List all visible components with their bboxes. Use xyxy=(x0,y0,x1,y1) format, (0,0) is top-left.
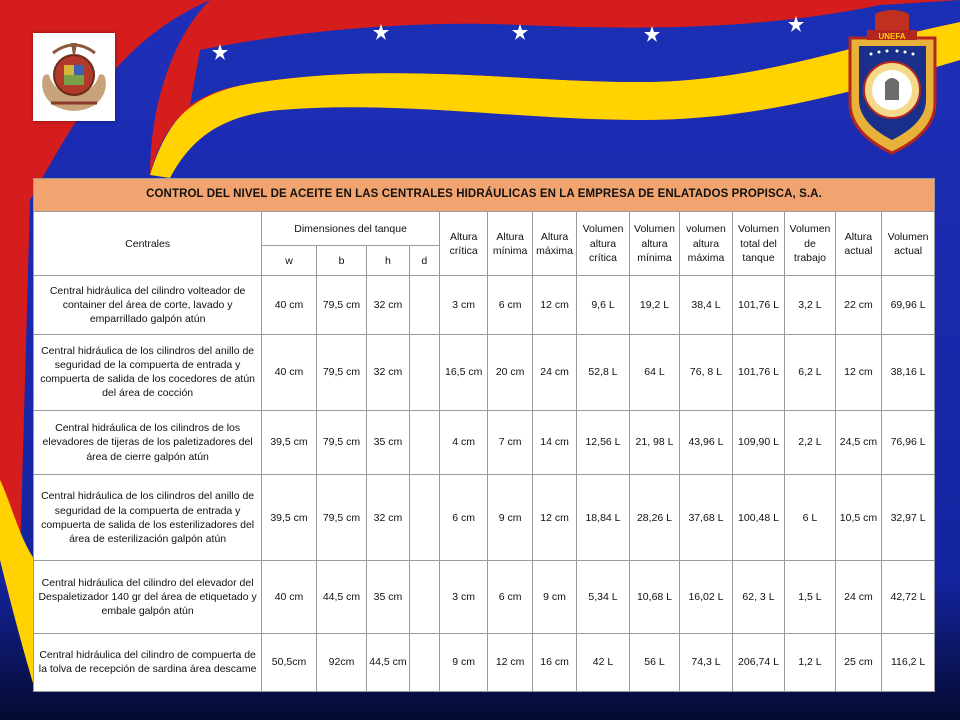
cell-d xyxy=(409,276,439,334)
cell-b: 79,5 cm xyxy=(316,334,366,410)
cell-w: 50,5cm xyxy=(262,633,317,691)
header-volumen-altura-critica: Volumen altura crítica xyxy=(577,212,630,276)
cell-b: 79,5 cm xyxy=(316,475,366,561)
table-row xyxy=(34,410,935,474)
cell-d xyxy=(409,633,439,691)
cell-central: Central hidráulica de los cilindros de los elevadores de tijeras de los paletizadores del área de cierre galpón atún xyxy=(34,410,262,474)
cell-h: 44,5 cm xyxy=(367,633,409,691)
institution-logo xyxy=(33,33,115,121)
cell-vamin: 28,26 L xyxy=(629,475,679,561)
cell-amin: 20 cm xyxy=(488,334,532,410)
cell-h: 35 cm xyxy=(367,410,409,474)
cell-vamax: 43,96 L xyxy=(680,410,733,474)
cell-central: Central hidráulica de los cilindros del anillo de seguridad de la compuerta de entrada y compuerta de salida de los esterilizadores del área de esterilización galpón atún xyxy=(34,475,262,561)
cell-d xyxy=(409,561,439,633)
cell-b: 44,5 cm xyxy=(316,561,366,633)
cell-vtr: 1,2 L xyxy=(785,633,835,691)
cell-amin: 6 cm xyxy=(488,276,532,334)
cell-vtr: 1,5 L xyxy=(785,561,835,633)
header-dimensiones: Dimensiones del tanque xyxy=(262,212,440,246)
header-volumen-actual: Volumen actual xyxy=(882,212,935,276)
cell-vt: 101,76 L xyxy=(732,334,785,410)
cell-aact: 24,5 cm xyxy=(835,410,881,474)
cell-w: 40 cm xyxy=(262,561,317,633)
cell-amin: 6 cm xyxy=(488,561,532,633)
cell-d xyxy=(409,334,439,410)
header-volumen-trabajo: Volumen de trabajo xyxy=(785,212,835,276)
cell-vt: 109,90 L xyxy=(732,410,785,474)
unefa-shield-icon xyxy=(845,8,940,158)
cell-amax: 14 cm xyxy=(532,410,576,474)
cell-vamin: 64 L xyxy=(629,334,679,410)
cell-central: Central hidráulica del cilindro de compuerta de la tolva de recepción de sardina área descame xyxy=(34,633,262,691)
cell-vac: 18,84 L xyxy=(577,475,630,561)
cell-amin: 12 cm xyxy=(488,633,532,691)
table-title: CONTROL DEL NIVEL DE ACEITE EN LAS CENTRALES HIDRÁULICAS EN LA EMPRESA DE ENLATADOS PROPISCA, S.A. xyxy=(34,179,935,212)
cell-vac: 5,34 L xyxy=(577,561,630,633)
cell-b: 79,5 cm xyxy=(316,276,366,334)
unefa-logo xyxy=(845,8,940,158)
table-row xyxy=(34,475,935,561)
cell-vac: 12,56 L xyxy=(577,410,630,474)
header-w: w xyxy=(262,246,317,276)
header-volumen-altura-maxima: volumen altura máxima xyxy=(680,212,733,276)
cell-d xyxy=(409,410,439,474)
cell-vt: 101,76 L xyxy=(732,276,785,334)
cell-vtr: 6,2 L xyxy=(785,334,835,410)
cell-vamax: 38,4 L xyxy=(680,276,733,334)
cell-vt: 100,48 L xyxy=(732,475,785,561)
cell-w: 40 cm xyxy=(262,334,317,410)
cell-aact: 10,5 cm xyxy=(835,475,881,561)
unefa-badge-text: UNEFA xyxy=(878,32,906,41)
cell-central: Central hidráulica de los cilindros del anillo de seguridad de la compuerta de entrada y compuerta de salida de los cocedores de atún del área de cocción xyxy=(34,334,262,410)
cell-vact: 38,16 L xyxy=(882,334,935,410)
cell-vac: 9,6 L xyxy=(577,276,630,334)
header-altura-critica: Altura crítica xyxy=(439,212,487,276)
cell-ac: 3 cm xyxy=(439,276,487,334)
cell-w: 39,5 cm xyxy=(262,410,317,474)
cell-ac: 9 cm xyxy=(439,633,487,691)
header-b: b xyxy=(316,246,366,276)
cell-h: 32 cm xyxy=(367,334,409,410)
header-altura-minima: Altura mínima xyxy=(488,212,532,276)
cell-vtr: 6 L xyxy=(785,475,835,561)
cell-aact: 22 cm xyxy=(835,276,881,334)
header-volumen-total: Volumen total del tanque xyxy=(732,212,785,276)
cell-amax: 16 cm xyxy=(532,633,576,691)
cell-vact: 76,96 L xyxy=(882,410,935,474)
cell-vamin: 19,2 L xyxy=(629,276,679,334)
table-body xyxy=(34,276,935,692)
header-centrales: Centrales xyxy=(34,212,262,276)
cell-vtr: 3,2 L xyxy=(785,276,835,334)
cell-vact: 42,72 L xyxy=(882,561,935,633)
cell-vamax: 74,3 L xyxy=(680,633,733,691)
cell-b: 79,5 cm xyxy=(316,410,366,474)
cell-vamax: 37,68 L xyxy=(680,475,733,561)
cell-ac: 4 cm xyxy=(439,410,487,474)
header-altura-maxima: Altura máxima xyxy=(532,212,576,276)
cell-amax: 24 cm xyxy=(532,334,576,410)
coat-of-arms-icon xyxy=(33,33,115,121)
cell-vamax: 16,02 L xyxy=(680,561,733,633)
header-d: d xyxy=(409,246,439,276)
cell-vamin: 10,68 L xyxy=(629,561,679,633)
cell-central: Central hidráulica del cilindro del elevador del Despaletizador 140 gr del área de etiquetado y embale galpón atún xyxy=(34,561,262,633)
cell-vamin: 56 L xyxy=(629,633,679,691)
cell-aact: 24 cm xyxy=(835,561,881,633)
header-volumen-altura-minima: Volumen altura mínima xyxy=(629,212,679,276)
cell-central: Central hidráulica del cilindro volteador de container del área de corte, lavado y emparrillado galpón atún xyxy=(34,276,262,334)
cell-amax: 12 cm xyxy=(532,475,576,561)
table-row xyxy=(34,633,935,691)
header-h: h xyxy=(367,246,409,276)
cell-amin: 7 cm xyxy=(488,410,532,474)
cell-vact: 116,2 L xyxy=(882,633,935,691)
table-row xyxy=(34,561,935,633)
cell-vac: 42 L xyxy=(577,633,630,691)
cell-h: 35 cm xyxy=(367,561,409,633)
cell-d xyxy=(409,475,439,561)
cell-vtr: 2,2 L xyxy=(785,410,835,474)
cell-ac: 6 cm xyxy=(439,475,487,561)
cell-b: 92cm xyxy=(316,633,366,691)
cell-vamax: 76, 8 L xyxy=(680,334,733,410)
cell-aact: 25 cm xyxy=(835,633,881,691)
cell-aact: 12 cm xyxy=(835,334,881,410)
cell-vact: 32,97 L xyxy=(882,475,935,561)
table-row xyxy=(34,276,935,334)
cell-h: 32 cm xyxy=(367,276,409,334)
cell-amax: 9 cm xyxy=(532,561,576,633)
cell-vt: 62, 3 L xyxy=(732,561,785,633)
cell-amin: 9 cm xyxy=(488,475,532,561)
cell-vac: 52,8 L xyxy=(577,334,630,410)
table-row xyxy=(34,334,935,410)
cell-vamin: 21, 98 L xyxy=(629,410,679,474)
cell-w: 40 cm xyxy=(262,276,317,334)
cell-vact: 69,96 L xyxy=(882,276,935,334)
cell-w: 39,5 cm xyxy=(262,475,317,561)
cell-vt: 206,74 L xyxy=(732,633,785,691)
oil-level-table xyxy=(33,178,935,692)
cell-ac: 3 cm xyxy=(439,561,487,633)
cell-h: 32 cm xyxy=(367,475,409,561)
header-altura-actual: Altura actual xyxy=(835,212,881,276)
cell-amax: 12 cm xyxy=(532,276,576,334)
cell-ac: 16,5 cm xyxy=(439,334,487,410)
